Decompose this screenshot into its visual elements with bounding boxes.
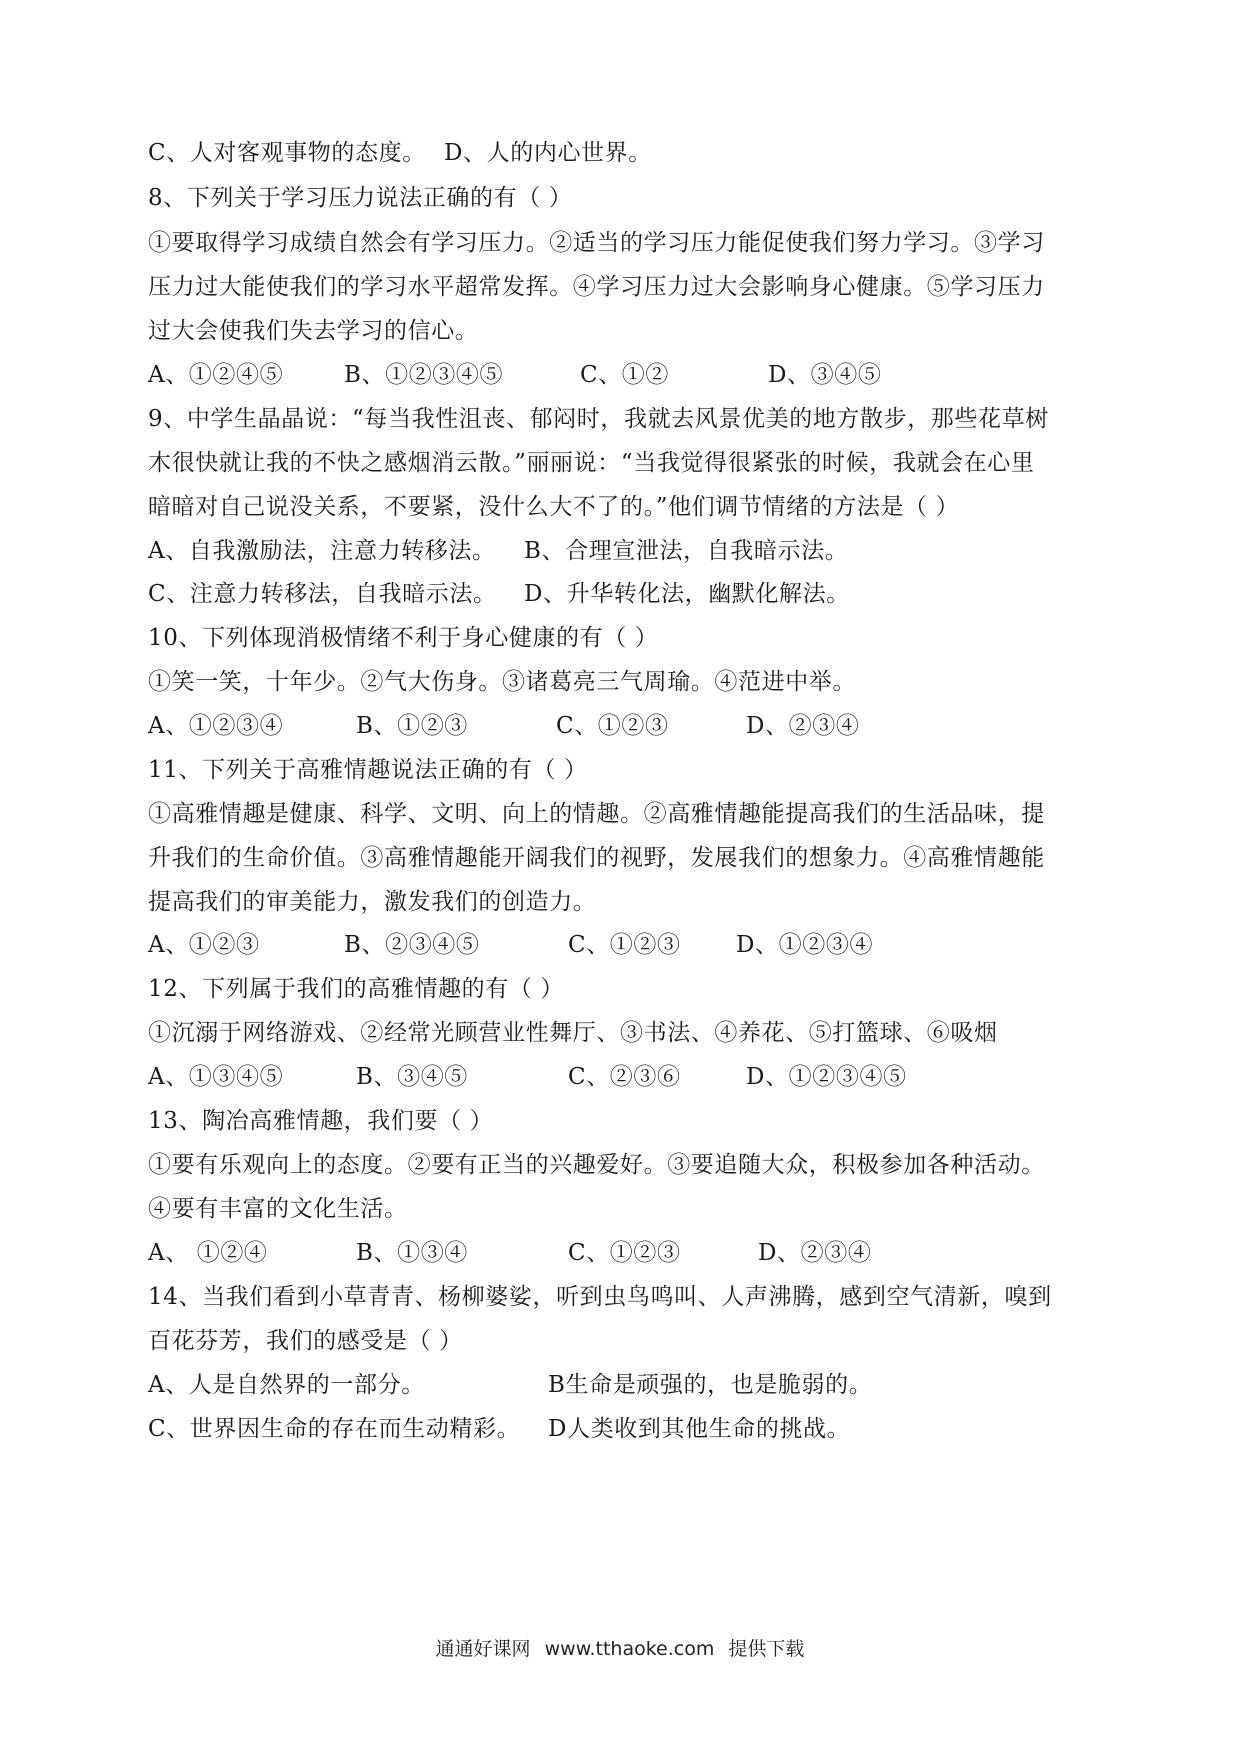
footer-suffix: 提供下载 [728, 1638, 805, 1660]
text-line: 提高我们的审美能力，激发我们的创造力。 [148, 889, 597, 915]
answer-option: A、 ①②④ [148, 1240, 268, 1266]
answer-option: D、①②③④⑤ [746, 1064, 907, 1090]
answer-option: C、①② [580, 362, 669, 388]
answer-option: A、①③④⑤ [148, 1064, 284, 1090]
answer-option: A、①②③④ [148, 713, 284, 739]
text-line: ①要取得学习成绩自然会有学习压力。②适当的学习压力能促使我们努力学习。③学习 [148, 230, 1045, 256]
answer-option: D、②③④ [758, 1240, 872, 1266]
answer-option: A、①②③ [148, 932, 260, 958]
answer-option: A、自我激励法，注意力转移法。 [148, 538, 496, 564]
text-line: ④要有丰富的文化生活。 [148, 1196, 408, 1222]
text-line: 12、下列属于我们的高雅情趣的有（ ） [148, 976, 564, 1002]
text-line: 14、当我们看到小草青青、杨柳婆娑，听到虫鸟鸣叫、人声沸腾，感到空气清新，嗅到 [148, 1284, 1052, 1310]
text-line: 11、下列关于高雅情趣说法正确的有（ ） [148, 757, 588, 783]
text-line: 13、陶冶高雅情趣，我们要（ ） [148, 1108, 494, 1134]
text-line: 升我们的生命价值。③高雅情趣能开阔我们的视野，发展我们的想象力。④高雅情趣能 [148, 845, 1045, 871]
answer-option: B、①②③④⑤ [344, 362, 504, 388]
text-line: ①笑一笑，十年少。②气大伤身。③诸葛亮三气周瑜。④范进中举。 [148, 669, 856, 695]
answer-option: B、③④⑤ [356, 1064, 468, 1090]
answer-option: C、①②③ [568, 1240, 681, 1266]
answer-option: B、②③④⑤ [344, 932, 480, 958]
text-line: 10、下列体现消极情绪不利于身心健康的有（ ） [148, 625, 659, 651]
answer-option: D、③④⑤ [768, 362, 882, 388]
answer-option: D人类收到其他生命的挑战。 [548, 1416, 851, 1442]
answer-option: A、①②④⑤ [148, 362, 284, 388]
answer-option: A、人是自然界的一部分。 [148, 1372, 425, 1398]
answer-option: B、①③④ [356, 1240, 468, 1266]
answer-option: C、①②③ [556, 713, 669, 739]
footer-url: www.tthaoke.com [544, 1638, 715, 1660]
answer-option: C、注意力转移法，自我暗示法。 [148, 581, 497, 607]
answer-option: C、①②③ [568, 932, 681, 958]
answer-option: C、②③⑥ [568, 1064, 681, 1090]
answer-option: D、人的内心世界。 [444, 140, 652, 166]
text-line: ①沉溺于网络游戏、②经常光顾营业性舞厅、③书法、④养花、⑤打篮球、⑥吸烟 [148, 1020, 998, 1046]
text-line: 过大会使我们失去学习的信心。 [148, 318, 479, 344]
answer-option: B生命是顽强的，也是脆弱的。 [548, 1372, 873, 1398]
text-line: 木很快就让我的不快之感烟消云散。”丽丽说：“当我觉得很紧张的时候，我就会在心里 [148, 450, 1035, 476]
text-line: 百花芬芳，我们的感受是（ ） [148, 1328, 463, 1354]
page-footer [0, 1634, 1240, 1661]
text-line: ①高雅情趣是健康、科学、文明、向上的情趣。②高雅情趣能提高我们的生活品味，提 [148, 801, 1045, 827]
text-line: 9、中学生晶晶说：“每当我性沮丧、郁闷时，我就去风景优美的地方散步，那些花草树 [148, 406, 1049, 432]
text-line: 暗暗对自己说没关系，不要紧，没什么大不了的。”他们调节情绪的方法是（ ） [148, 494, 960, 520]
footer-site-name: 通通好课网 [435, 1638, 531, 1660]
text-line: 8、下列关于学习压力说法正确的有（ ） [148, 185, 573, 211]
answer-option: B、合理宣泄法，自我暗示法。 [524, 538, 849, 564]
text-line: 压力过大能使我们的学习水平超常发挥。④学习压力过大会影响身心健康。⑤学习压力 [148, 274, 1045, 300]
answer-option: D、①②③④ [736, 932, 874, 958]
answer-option: D、②③④ [746, 713, 860, 739]
text-line: ①要有乐观向上的态度。②要有正当的兴趣爱好。③要追随大众，积极参加各种活动。 [148, 1152, 1045, 1178]
answer-option: C、世界因生命的存在而生动精彩。 [148, 1416, 521, 1442]
answer-option: D、升华转化法，幽默化解法。 [524, 581, 850, 607]
answer-option: C、人对客观事物的态度。 [148, 140, 426, 166]
answer-option: B、①②③ [356, 713, 468, 739]
